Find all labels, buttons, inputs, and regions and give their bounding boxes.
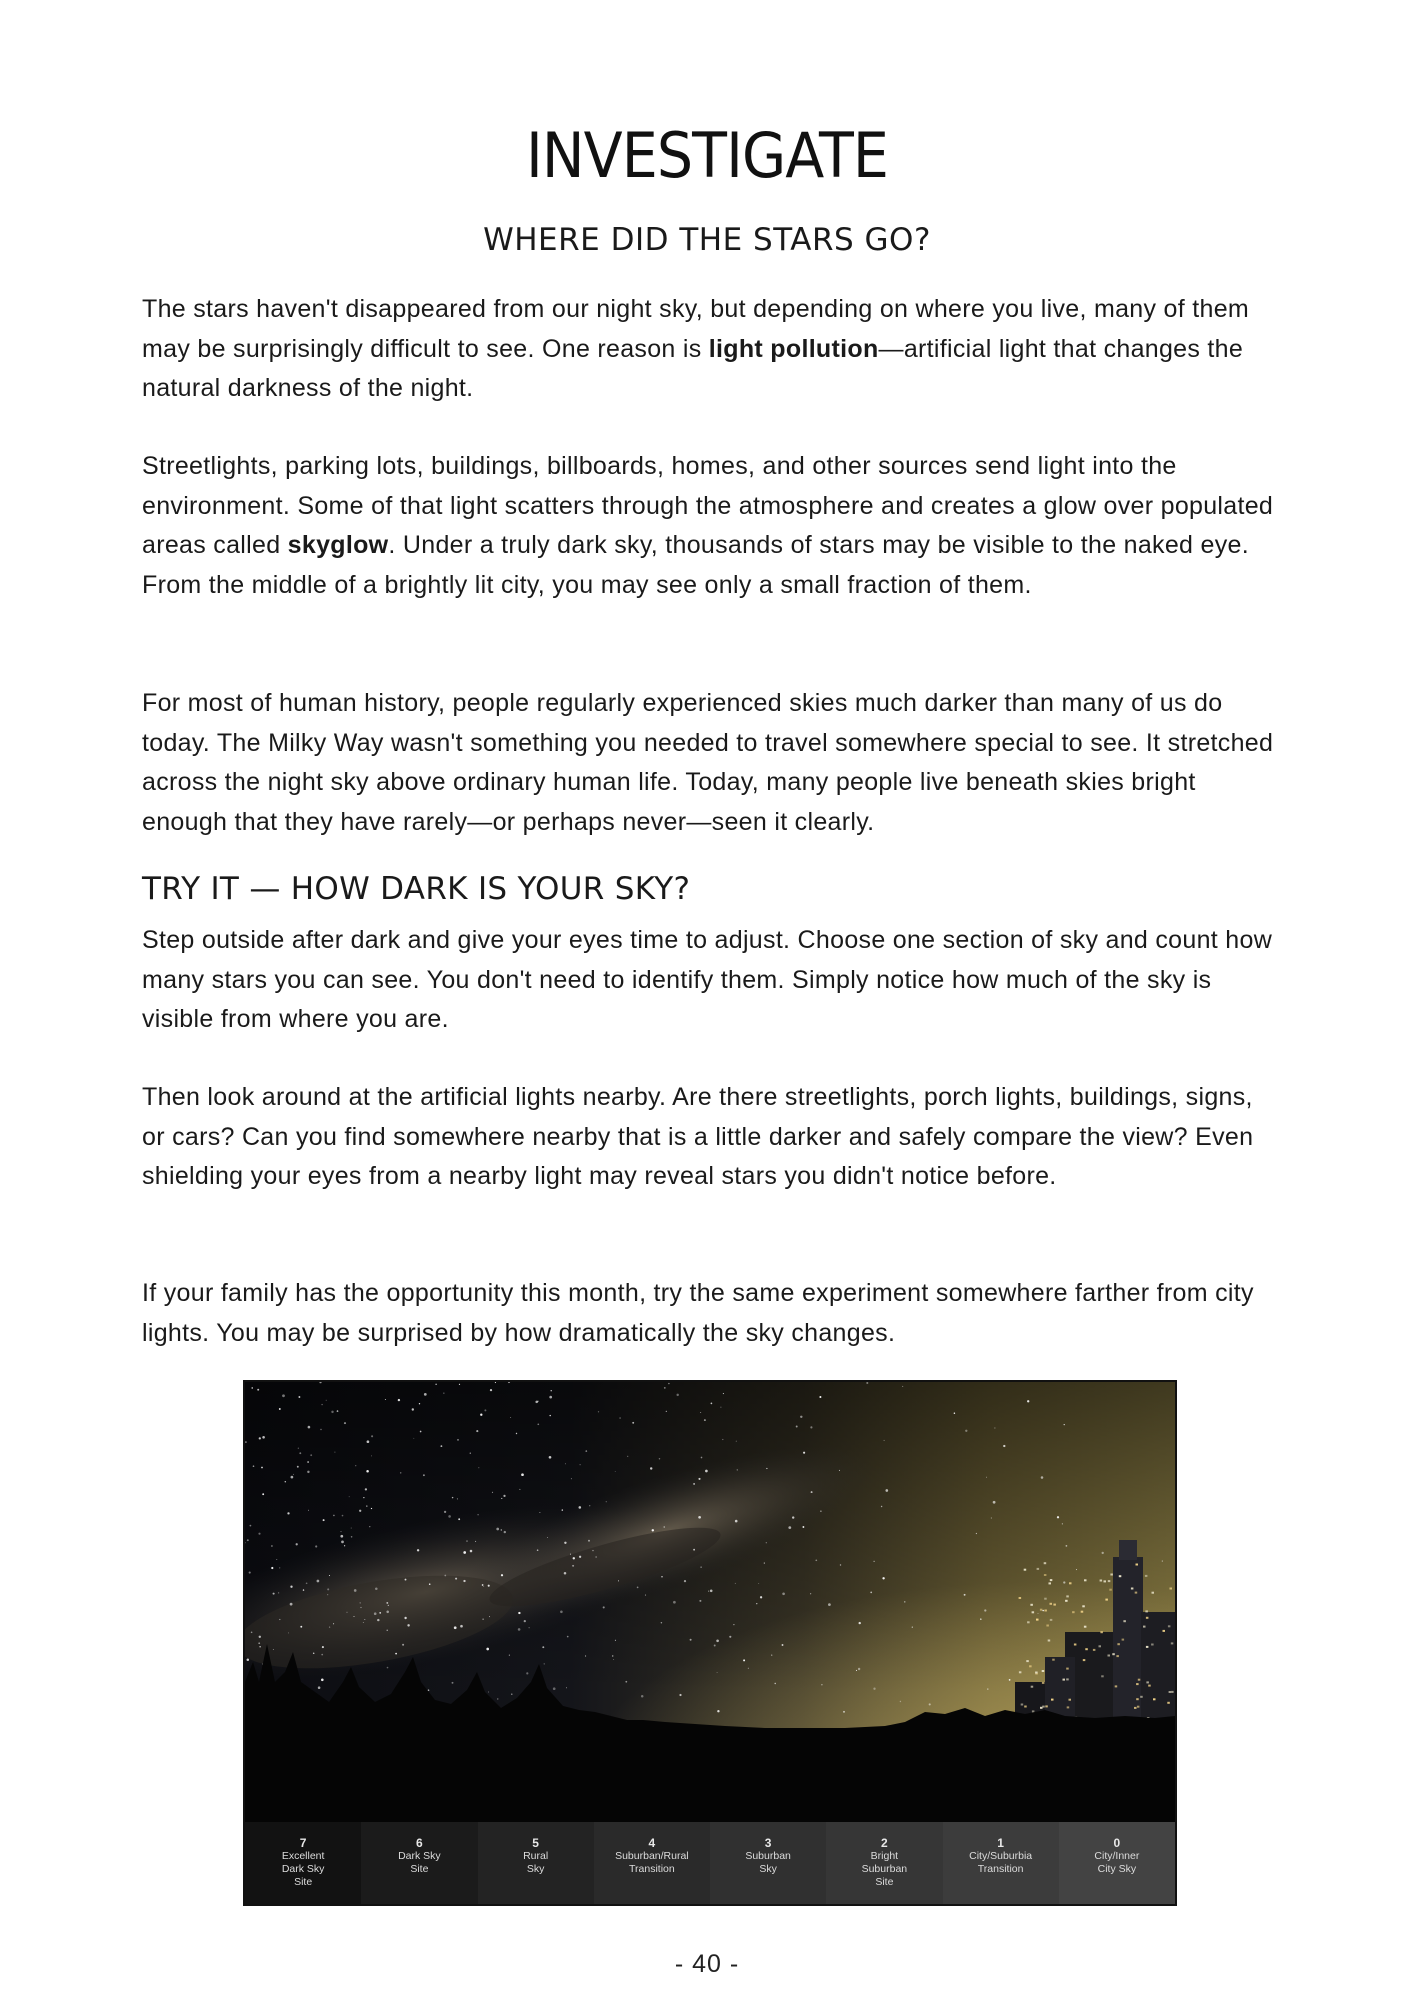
- scale-cell: [361, 1822, 477, 1904]
- scale-level-number: 0: [1113, 1836, 1121, 1850]
- scale-level-label: Excellent Dark Sky Site: [281, 1850, 325, 1888]
- scale-cell: [710, 1822, 826, 1904]
- scale-cell: [245, 1822, 361, 1904]
- paragraph-text: If your family has the opportunity this month, try the same experiment somewhere farther from city lights. You may be surprised by how dramatically the sky changes.: [142, 1279, 1254, 1347]
- night-sky-illustration: [245, 1382, 1175, 1826]
- paragraph-text: Step outside after dark and give your eyes time to adjust. Choose one section of sky and count how many stars you can see. You don't need to identify them. Simply notice how much of the sky is visible from where you are.: [142, 926, 1273, 1033]
- page-subtitle: WHERE DID THE STARS GO?: [483, 222, 931, 258]
- paragraph-text: Streetlights, parking lots, buildings, billboards, homes, and other sources send light into the environment. Some of that light scatters through the atmosphere and creates a glow over populated areas called: [142, 452, 1274, 559]
- term-skyglow: skyglow: [287, 531, 389, 559]
- scale-cell: [826, 1822, 942, 1904]
- scale-cell: [478, 1822, 594, 1904]
- scale-level-label: City/Inner City Sky: [1094, 1850, 1140, 1875]
- scale-cell: [594, 1822, 710, 1904]
- paragraph-text: The stars haven't disappeared from our night sky, but depending on where you live, many of them may be surprisingly difficult to see. One reason is: [142, 295, 1250, 363]
- paragraph-look-around: [142, 1078, 1282, 1197]
- scale-level-number: 5: [532, 1836, 539, 1850]
- scale-cell: [1059, 1822, 1175, 1904]
- paragraph-history: [142, 684, 1282, 842]
- scale-level-label: Suburban Sky: [745, 1850, 791, 1875]
- term-light-pollution: light pollution: [708, 334, 879, 363]
- paragraph-text: . Under a truly dark sky, thousands of stars may be visible to the naked eye. From the middle of a brightly lit city, you may see only a small fraction of them.: [142, 531, 1249, 599]
- scale-level-label: Rural Sky: [523, 1850, 549, 1875]
- scale-level-number: 2: [881, 1836, 888, 1850]
- paragraph-family: [142, 1274, 1282, 1353]
- scale-level-label: Suburban/Rural Transition: [615, 1850, 689, 1875]
- paragraph-light-pollution: [142, 290, 1282, 409]
- scale-level-number: 7: [299, 1836, 307, 1850]
- paragraph-step-outside: [142, 921, 1282, 1040]
- scale-level-label: Bright Suburban Site: [861, 1850, 908, 1888]
- bortle-scale-bar: [245, 1822, 1175, 1904]
- sky-darkness-scale-figure: [243, 1380, 1177, 1906]
- scale-level-label: City/Suburbia Transition: [969, 1850, 1033, 1875]
- scale-level-label: Dark Sky Site: [398, 1850, 441, 1875]
- page-number: - 40 -: [674, 1950, 740, 1978]
- paragraph-text: Then look around at the artificial lights nearby. Are there streetlights, porch lights, buildings, signs, or cars? Can you find somewhere nearby that is a little darker and safely compare the view? Even shielding your eyes from a nearby light may reveal stars you didn't notice before.: [142, 1083, 1254, 1190]
- scale-level-number: 1: [997, 1836, 1004, 1850]
- section-heading-try-it: TRY IT — HOW DARK IS YOUR SKY?: [142, 871, 691, 907]
- paragraph-skyglow: [142, 447, 1282, 605]
- scale-level-number: 4: [648, 1836, 656, 1850]
- paragraph-text: —artificial light that changes the natural darkness of the night.: [142, 334, 1244, 402]
- scale-cell: [943, 1822, 1059, 1904]
- scale-level-number: 3: [764, 1836, 772, 1850]
- page-title: INVESTIGATE: [526, 119, 888, 192]
- paragraph-text: For most of human history, people regularly experienced skies much darker than many of us do today. The Milky Way wasn't something you needed to travel somewhere special to see. It stretched across the night sky above ordinary human life. Today, many people live beneath skies bright enough that they have rarely—or perhaps never—seen it clearly.: [142, 689, 1274, 836]
- scale-level-number: 6: [416, 1836, 423, 1850]
